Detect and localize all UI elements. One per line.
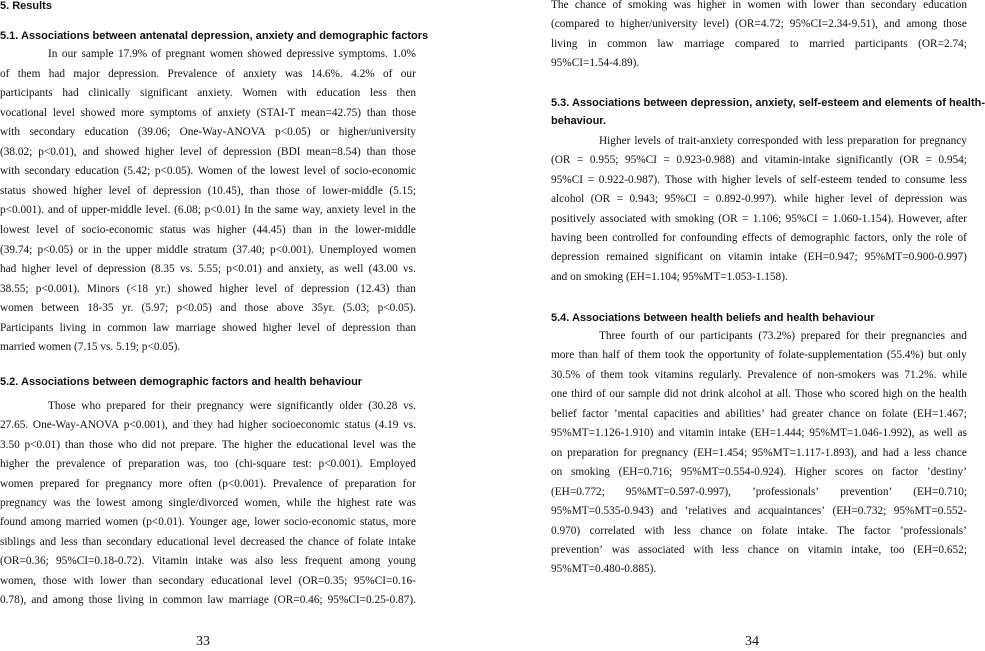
text-line: lowest level of socio-economic status was higher (44.45) than in the lower-middle <box>0 223 416 236</box>
text-line: Higher levels of trait-anxiety corresponded with less preparation for pregnancy <box>599 135 967 147</box>
text-line: and on smoking (EH=1.104; 95%MT=1.053-1.158). <box>551 270 788 283</box>
text-line: 38.55; p<0.001). Minors (<18 yr.) showed higher level of depression (12.43) than <box>0 282 416 295</box>
subsection-title-5-4: 5.4. Associations between health beliefs and health behaviour <box>551 312 875 324</box>
text-line: living in common law marriage compared to married participants (OR=2.74; <box>551 37 967 50</box>
text-line: 30.5% of them took vitamins regularly. Prevalence of non-smokers was 71.2%. while <box>551 368 967 381</box>
text-line: (compared to higher/university level) (OR=4.72; 95%CI=2.34-9.51), and among those <box>551 18 967 31</box>
text-line: 0.970) correlated with less chance on folate intake. The factor ’professionals’ <box>551 524 967 537</box>
text-line: women prepared for pregnancy more often (p<0.001). Prevalence of preparation for <box>0 477 416 490</box>
text-line: having been controlled for confounding effects of demographic factors, only the role of <box>551 232 967 244</box>
text-line: on smoking (EH=0.716; 95%MT=0.554-0.924). Higher scores on factor ’destiny’ <box>551 466 967 479</box>
text-line: married women (7.15 vs. 5.19; p<0.05). <box>0 341 181 354</box>
text-line: pregnancy was the lowest among single/divorced women, while the highest rate was <box>0 497 416 509</box>
text-line: Participants living in common law marriage showed higher level of depression than <box>0 321 416 334</box>
text-line: (EH=0.772; 95%MT=0.597-0.997), ’professionals’ prevention’ (EH=0.710; <box>551 485 967 498</box>
page-number-left: 33 <box>196 634 210 649</box>
text-line: 95%CI=1.54-4.89). <box>551 57 640 70</box>
text-line: with secondary education (5.42; p<0.05). Women of the lowest level of socio-economic <box>0 165 416 178</box>
page-number-right: 34 <box>745 634 759 649</box>
text-line: positively associated with smoking (OR = 1.106; 95%CI = 1.060-1.154). However, after <box>551 212 967 225</box>
text-line: Those who prepared for their pregnancy were significantly older (30.28 vs. <box>48 400 416 412</box>
text-line: (39.74; p<0.05) or in the upper middle stratum (37.40; p<0.001). Unemployed women <box>0 243 416 256</box>
subsection-title-5-3-line-2: behaviour. <box>551 115 607 127</box>
text-line: 95%MT=1.126-1.910) and vitamin intake (EH=1.444; 95%MT=1.046-1.992), as well as <box>551 427 967 440</box>
text-line: with secondary education (39.06; One-Way-ANOVA p<0.05) or higher/university <box>0 126 416 139</box>
text-line: 95%MT=0.480-0.885). <box>551 563 657 576</box>
text-line: 0.78), and among those living in common law marriage (OR=0.46; 95%CI=0.25-0.87). <box>0 594 416 606</box>
text-line: on preparation for pregnancy (EH=1.454; 95%MT=1.117-1.893), and had a less chance <box>551 446 967 459</box>
text-line: found among married women (p<0.01). Younger age, lower socio-economic status, more <box>0 516 416 529</box>
text-line: p<0.001). and of upper-middle level. (6.08; p<0.01) In the same way, anxiety level in the <box>0 204 416 217</box>
text-line: more than half of them took the opportunity of folate-supplementation (55.4%) but only <box>551 349 967 362</box>
text-line: 27.65. One-Way-ANOVA p<0.001), and they had higher socioeconomic status (4.19 vs. <box>0 419 416 432</box>
text-line: 3.50 p<0.01) than those who did not prepare. The higher the educational level was the <box>0 438 416 451</box>
text-line: had higher level of depression (8.35 vs. 5.55; p<0.01) and anxiety, as well (43.00 vs. <box>0 263 416 276</box>
text-line: one third of our sample did not drink alcohol at all. Those who scored high on the health <box>551 388 967 401</box>
text-line: of them had major depression. Prevalence of anxiety was 14.6%. 4.2% of our <box>0 67 416 80</box>
subsection-title-5-3-line-1: 5.3. Associations between depression, anxiety, self-esteem and elements of health- <box>551 97 985 109</box>
text-line: The chance of smoking was higher in women with lower than secondary education <box>551 0 967 11</box>
text-line: 95%MT=0.535-0.943) and ’relatives and acquaintances’ (EH=0.732; 95%MT=0.552- <box>551 505 967 518</box>
text-line: In our sample 17.9% of pregnant women showed depressive symptoms. 1.0% <box>48 48 416 60</box>
text-line: 95%CI = 0.922-0.987). Those with higher levels of self-esteem tended to consume less <box>551 173 967 186</box>
text-line: higher the prevalence of preparation was, too (chi-square test: p<0.001). Employed <box>0 458 416 471</box>
text-line: women between 18-35 yr. (5.97; p<0.05) and those above 35yr. (5.03; p<0.05). <box>0 302 416 315</box>
subsection-title-5-1: 5.1. Associations between antenatal depression, anxiety and demographic factors <box>0 30 429 42</box>
text-line: (38.02; p<0.01), and showed higher level of depression (BDI mean=8.54) than those <box>0 145 416 158</box>
subsection-title-5-2: 5.2. Associations between demographic factors and health behaviour <box>0 376 363 388</box>
text-line: women, those with lower than secondary educational level (OR=0.35; 95%CI=0.16- <box>0 574 416 587</box>
text-line: vocational level showed more symptoms of anxiety (STAI-T mean=42.75) than those <box>0 106 416 119</box>
text-line: prevention’ was associated with less chance on vitamin intake, too (EH=0.652; <box>551 543 967 556</box>
section-title: 5. Results <box>0 0 52 12</box>
text-line: status showed higher level of depression (10.45), than those of lower-middle (5.15; <box>0 184 416 197</box>
text-line: Three fourth of our participants (73.2%) prepared for their pregnancies and <box>599 330 967 342</box>
text-line: alcohol (OR = 0.943; 95%CI = 0.892-0.997). while higher level of depression was <box>551 193 967 206</box>
text-line: (OR = 0.955; 95%CI = 0.923-0.988) and vitamin-intake significantly (OR = 0.954; <box>551 154 967 167</box>
text-line: (OR=0.36; 95%CI=0.18-0.72). Vitamin intake was also less frequent among young <box>0 555 416 568</box>
text-line: depression remained significant on vitamin intake (EH=0.947; 95%MT=0.900-0.997) <box>551 251 967 264</box>
text-line: siblings and less than secondary educational level decreased the chance of folate intake <box>0 535 416 548</box>
text-line: participants had clinically significant anxiety. Women with education less then <box>0 87 416 100</box>
text-line: belief factor ’mental capacities and abilities’ had greater chance on folate (EH=1.467; <box>551 407 967 420</box>
